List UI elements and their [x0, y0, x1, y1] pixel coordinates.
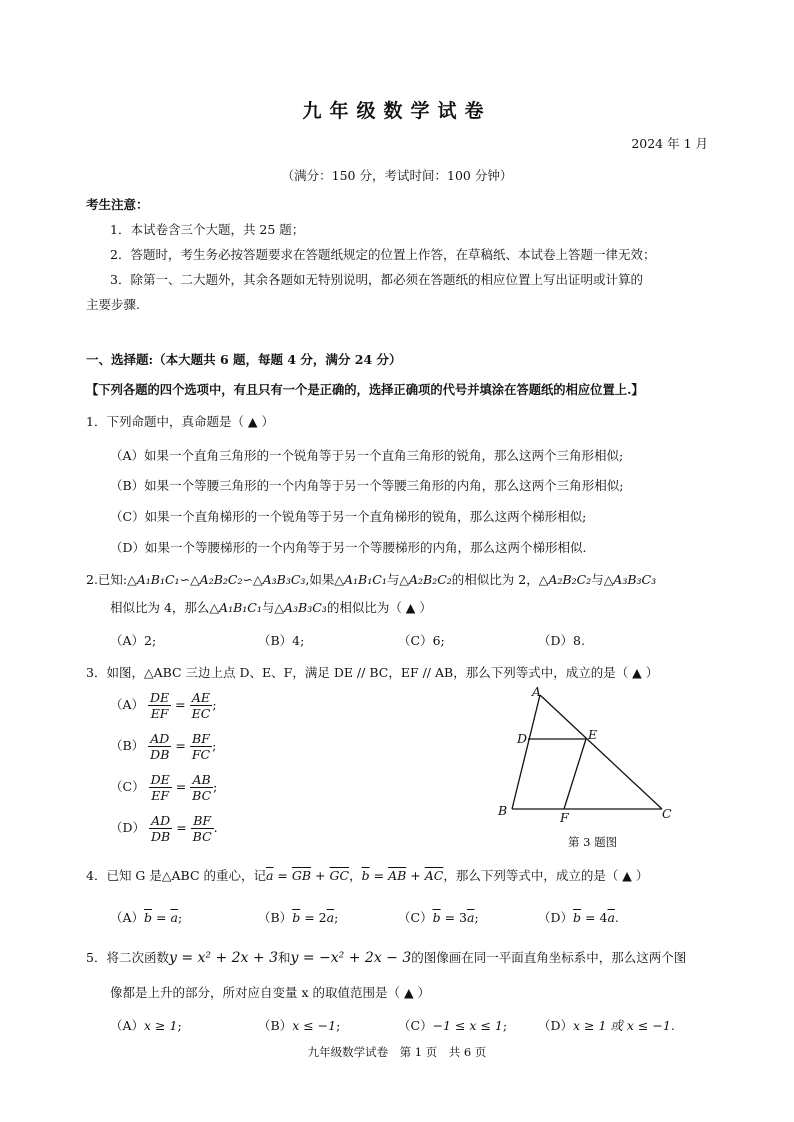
section-heading: 一、选择题:（本大题共 6 题，每题 4 分，满分 24 分）	[86, 352, 402, 367]
q4-option-a: $(A)\overline{b} = \overline{a}$;	[110, 910, 183, 925]
q5-option-d: （D）x ≥ 1 或 x ≤ −1.	[538, 1018, 675, 1033]
q2-option-c: （C）6;	[398, 633, 445, 648]
question-2-line-2: 相似比为 4，那么△A₁B₁C₁与△A₃B₃C₃的相似比为（ ▲ ）	[110, 600, 432, 615]
q3-option-c: （C） $\frac{DE}{EF}$ = $\frac{AB}{BC}$ ;	[110, 772, 218, 803]
label-a: A	[532, 685, 542, 699]
q3-triangle-figure	[490, 685, 690, 835]
label-d: D	[517, 731, 528, 746]
side-ac	[540, 695, 662, 809]
q4-option-d: $(D)\overline{b} = 4\overline{a}$.	[538, 910, 619, 925]
label-c: C	[662, 806, 672, 821]
question-5-line-2: 像都是上升的部分，所对应自变量 x 的取值范围是（ ▲ ）	[110, 985, 431, 1000]
q4-option-c: $(C)\overline{b} = 3\overline{a}$;	[398, 910, 479, 925]
note-item: 主要步骤.	[86, 297, 140, 312]
exam-date: 2024 年 1 月	[631, 136, 708, 151]
q2-option-d: （D）8.	[538, 633, 585, 648]
q3-option-a: （A） $\frac{DE}{EF}$ = $\frac{AE}{EC}$ ;	[110, 690, 217, 721]
label-f: F	[560, 810, 569, 825]
q2-option-a: （A）2;	[110, 633, 157, 648]
q2-option-b: （B）4;	[258, 633, 305, 648]
segment-ef	[564, 739, 586, 809]
q1-option-c: （C）如果一个直角梯形的一个锐角等于另一个直角梯形的锐角，那么这两个梯形相似;	[110, 509, 587, 524]
question-5-line-1: 5．将二次函数y = x² + 2x + 3和y = −x² + 2x − 3的图像画在同一平面直角坐标系中，那么这两个图	[86, 950, 687, 966]
question-2-line-1: 2.已知:△A₁B₁C₁∽△A₂B₂C₂∽△A₃B₃C₃,如果△A₁B₁C₁与△A₂B₂C₂的相似比为 2，△A₂B₂C₂与△A₃B₃C₃	[86, 572, 657, 587]
page-footer: 九年级数学试卷 第 1 页 共 6 页	[307, 1045, 487, 1059]
question-4-stem: 4．已知 G 是△ABC 的重心，记$\overline{a} = \overline{GB} + \overline{GC}$，$\overline{b} = \overline{AB} + \overline{AC}$，那么下列等式中，成立的是（ ▲ ）	[86, 868, 649, 883]
q5-option-c: （C）−1 ≤ x ≤ 1;	[398, 1018, 508, 1033]
note-item: 2．答题时，考生务必按答题要求在答题纸规定的位置上作答，在草稿纸、本试卷上答题一律无效；	[110, 247, 656, 262]
q1-option-b: （B）如果一个等腰三角形的一个内角等于另一个等腰三角形的内角，那么这两个三角形相似;	[110, 478, 624, 493]
q3-option-b: （B） $\frac{AD}{DB}$ = $\frac{BF}{FC}$ ;	[110, 731, 217, 762]
q5-option-b: （B）x ≤ −1;	[258, 1018, 341, 1033]
q3-option-d: （D） $\frac{AD}{DB}$ = $\frac{BF}{BC}$ .	[110, 813, 218, 844]
question-1-stem: 1．下列命题中，真命题是（ ▲ ）	[86, 414, 275, 429]
q1-option-a: （A）如果一个直角三角形的一个锐角等于另一个直角三角形的锐角，那么这两个三角形相似;	[110, 448, 624, 463]
q1-option-d: （D）如果一个等腰梯形的一个内角等于另一个等腰梯形的内角，那么这两个梯形相似.	[110, 540, 587, 555]
q5-option-a: （A）x ≥ 1;	[110, 1018, 182, 1033]
note-item: 1．本试卷含三个大题，共 25 题；	[110, 222, 305, 237]
label-b: B	[498, 803, 508, 818]
note-item: 3．除第一、二大题外，其余各题如无特别说明，都必须在答题纸的相应位置上写出证明或计算的	[110, 272, 643, 287]
section-instruction: 【下列各题的四个选项中，有且只有一个是正确的，选择正确项的代号并填涂在答题纸的相应位置上.】	[86, 382, 644, 397]
label-e: E	[588, 727, 598, 742]
question-3-stem: 3．如图，△ABC 三边上点 D、E、F，满足 DE // BC，EF // AB，那么下列等式中，成立的是（ ▲ ）	[86, 665, 659, 680]
exam-subtitle: （满分：150 分，考试时间：100 分钟）	[281, 168, 513, 183]
notes-heading: 考生注意：	[86, 197, 149, 212]
q4-option-b: $(B)\overline{b} = 2\overline{a}$;	[258, 910, 339, 925]
side-ab	[512, 695, 540, 809]
page-title: 九年级数学试卷	[302, 100, 492, 122]
q3-figure-caption: 第 3 题图	[568, 835, 618, 849]
